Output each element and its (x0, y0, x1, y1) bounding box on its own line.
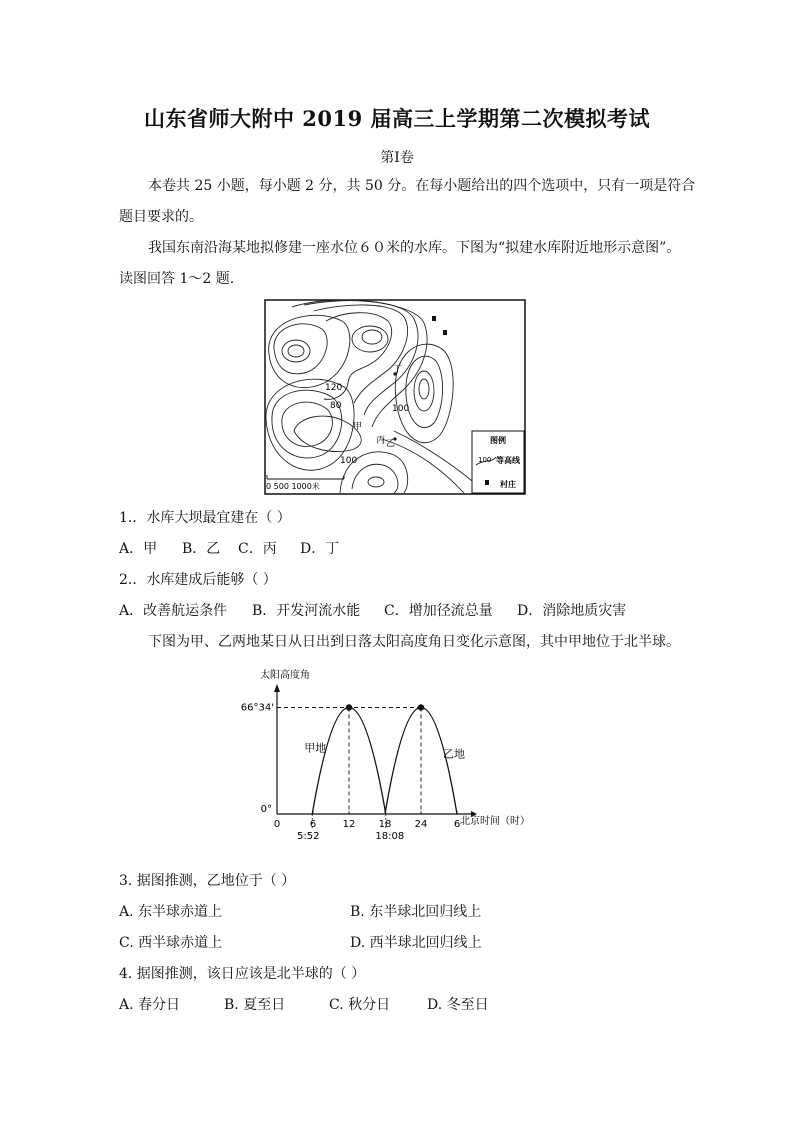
question-2-option-c: C．增加径流总量 (384, 603, 493, 619)
intro1-line-1: 我国东南沿海某地拟修建一座水位６０米的水库。下图为“拟建水库附近地形示意图”。 (148, 240, 681, 256)
question-4-option-a: A. 春分日 (119, 997, 181, 1013)
question-4-option-c: C. 秋分日 (329, 997, 391, 1013)
chart-x-axis-label: 北京时间（时） (460, 816, 530, 827)
chart-y-axis-label: 太阳高度角 (260, 670, 310, 681)
sunset-time-label: 18:08 (375, 831, 405, 842)
instructions-line-2: 题目要求的。 (119, 209, 203, 225)
series-label-jia: 甲地 (304, 741, 327, 755)
question-1-stem: 1.．水库大坝最宜建在（ ） (119, 510, 291, 526)
topographic-map (264, 299, 526, 495)
legend-contour-text: 等高线 (496, 456, 520, 465)
x-tick-label: 18 (378, 819, 392, 830)
x-tick-label: 24 (414, 819, 428, 830)
question-3-option-a: A. 东半球赤道上 (119, 904, 223, 920)
label-jia: 甲 (353, 422, 363, 432)
question-4-option-d: D. 冬至日 (427, 997, 489, 1013)
label-yi: 乙 (386, 439, 396, 449)
question-3-option-c: C. 西半球赤道上 (119, 935, 223, 951)
question-2-stem: 2.．水库建成后能够（ ） (119, 572, 277, 588)
contour-label-100-right: 100 (392, 404, 410, 414)
legend-village-text: 村庄 (500, 480, 516, 489)
series-label-yi: 乙地 (443, 747, 465, 761)
solar-altitude-chart (240, 664, 550, 854)
scale-label: 0 500 1000米 (266, 482, 320, 491)
question-1-option-b: B．乙 (182, 541, 221, 557)
map-legend (472, 431, 524, 493)
question-3-option-d: D. 西半球北回归线上 (350, 935, 482, 951)
question-2-option-d: D．消除地质灾害 (517, 603, 627, 619)
contour-label-120: 120 (325, 383, 343, 393)
question-4-option-b: B. 夏至日 (224, 997, 286, 1013)
x-tick-label: 12 (342, 819, 356, 830)
label-ding: 丁 (393, 365, 403, 375)
contour-label-100-bottom: 100 (340, 456, 358, 466)
question-1-option-d: D．丁 (300, 541, 340, 557)
legend-village-icon (485, 480, 489, 485)
x-tick-label: 0 (273, 819, 281, 830)
contour-label-80: 80 (330, 401, 342, 411)
instructions-line-1: 本卷共 25 小题，每小题 2 分，共 50 分。在每小题给出的四个选项中，只有一项是符合 (148, 178, 696, 194)
question-1-option-a: A．甲 (119, 541, 158, 557)
legend-contour-value: 100 (478, 456, 492, 464)
question-2-option-a: A．改善航运条件 (119, 603, 228, 619)
question-3-stem: 3. 据图推测，乙地位于（ ） (119, 873, 296, 889)
sunrise-time-label: 5:52 (296, 831, 320, 842)
intro2-text: 下图为甲、乙两地某日从日出到日落太阳高度角日变化示意图，其中甲地位于北半球。 (148, 634, 680, 650)
x-tick-label: 6 (453, 819, 461, 830)
document-title: 山东省师大附中 2019 届高三上学期第二次模拟考试 (143, 106, 651, 131)
series-peak-point-jia (346, 704, 352, 710)
section-heading: 第Ⅰ卷 (380, 150, 414, 166)
y-tick-label-peak: 66°34' (240, 702, 274, 714)
y-tick-label-zero: 0° (260, 804, 272, 815)
series-peak-point-yi (418, 704, 424, 710)
legend-title: 图例 (490, 436, 506, 445)
question-4-stem: 4. 据图推测，该日应该是北半球的（ ） (119, 966, 366, 982)
question-2-option-b: B．开发河流水能 (252, 603, 361, 619)
intro1-line-2: 读图回答 1～2 题. (119, 271, 235, 287)
y-axis-arrow (274, 684, 280, 692)
question-1-option-c: C．丙 (238, 541, 277, 557)
x-tick-label: 6 (309, 819, 317, 830)
question-3-option-b: B. 东半球北回归线上 (350, 904, 482, 920)
label-bing: 丙 (376, 436, 386, 446)
